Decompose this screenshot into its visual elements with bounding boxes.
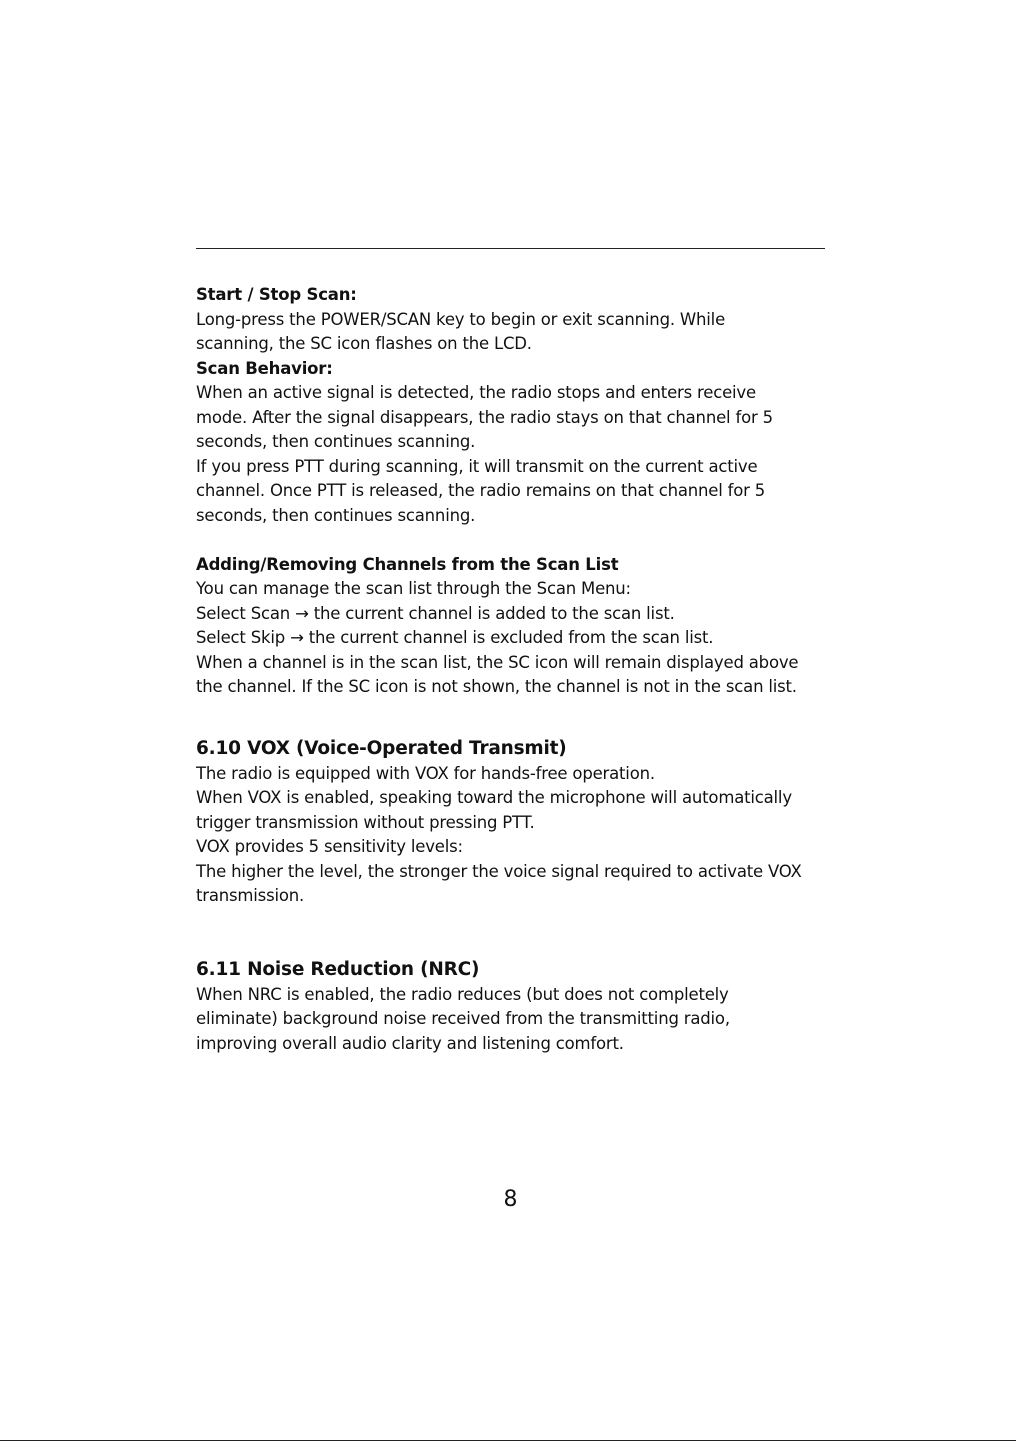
nrc-section-title: 6.11 Noise Reduction (NRC) [196, 958, 480, 980]
vox-line-3: trigger transmission without pressing PTT. [196, 812, 535, 832]
scan-behavior-line-3: seconds, then continues scanning. [196, 432, 476, 451]
scan-behavior-line-5: channel. Once PTT is released, the radio remains on that channel for 5 [196, 481, 766, 500]
scan-behavior-heading: Scan Behavior: [196, 358, 333, 378]
vox-line-4: VOX provides 5 sensitivity levels: [196, 837, 463, 856]
scan-behavior-line-1: When an active signal is detected, the radio stops and enters receive [196, 383, 756, 402]
nrc-line-2: eliminate) background noise received from the transmitting radio, [196, 1009, 730, 1028]
vox-line-6: transmission. [196, 886, 305, 905]
scan-list-heading: Adding/Removing Channels from the Scan List [196, 554, 619, 574]
footer-divider [0, 1440, 1016, 1441]
page-content [196, 283, 836, 1056]
nrc-line-1: When NRC is enabled, the radio reduces (but does not completely [196, 984, 729, 1004]
scan-list-line-2: Select Scan → the current channel is added to the scan list. [196, 603, 675, 623]
start-stop-scan-line-2: scanning, the SC icon flashes on the LCD. [196, 334, 532, 353]
start-stop-scan-line-1: Long-press the POWER/SCAN key to begin or exit scanning. While [196, 309, 726, 329]
nrc-line-3: improving overall audio clarity and listening comfort. [196, 1033, 624, 1053]
start-stop-scan-heading: Start / Stop Scan: [196, 285, 357, 304]
vox-line-2: When VOX is enabled, speaking toward the microphone will automatically [196, 788, 792, 807]
scan-behavior-line-4: If you press PTT during scanning, it will transmit on the current active [196, 456, 758, 476]
header-divider [196, 248, 825, 249]
scan-behavior-line-6: seconds, then continues scanning. [196, 505, 476, 525]
vox-line-5: The higher the level, the stronger the voice signal required to activate VOX [196, 861, 802, 881]
spacer [196, 700, 836, 736]
page-number: 8 [503, 1187, 518, 1212]
spacer [196, 909, 836, 957]
scan-list-line-3: Select Skip → the current channel is excluded from the scan list. [196, 628, 714, 647]
scan-list-line-5: the channel. If the SC icon is not shown, the channel is not in the scan list. [196, 677, 797, 696]
vox-section-title: 6.10 VOX (Voice-Operated Transmit) [196, 737, 567, 759]
scan-behavior-line-2: mode. After the signal disappears, the radio stays on that channel for 5 [196, 407, 773, 427]
spacer [196, 528, 836, 553]
scan-list-line-1: You can manage the scan list through the Scan Menu: [196, 579, 631, 598]
vox-line-1: The radio is equipped with VOX for hands-free operation. [196, 763, 655, 783]
scan-list-line-4: When a channel is in the scan list, the SC icon will remain displayed above [196, 652, 799, 672]
